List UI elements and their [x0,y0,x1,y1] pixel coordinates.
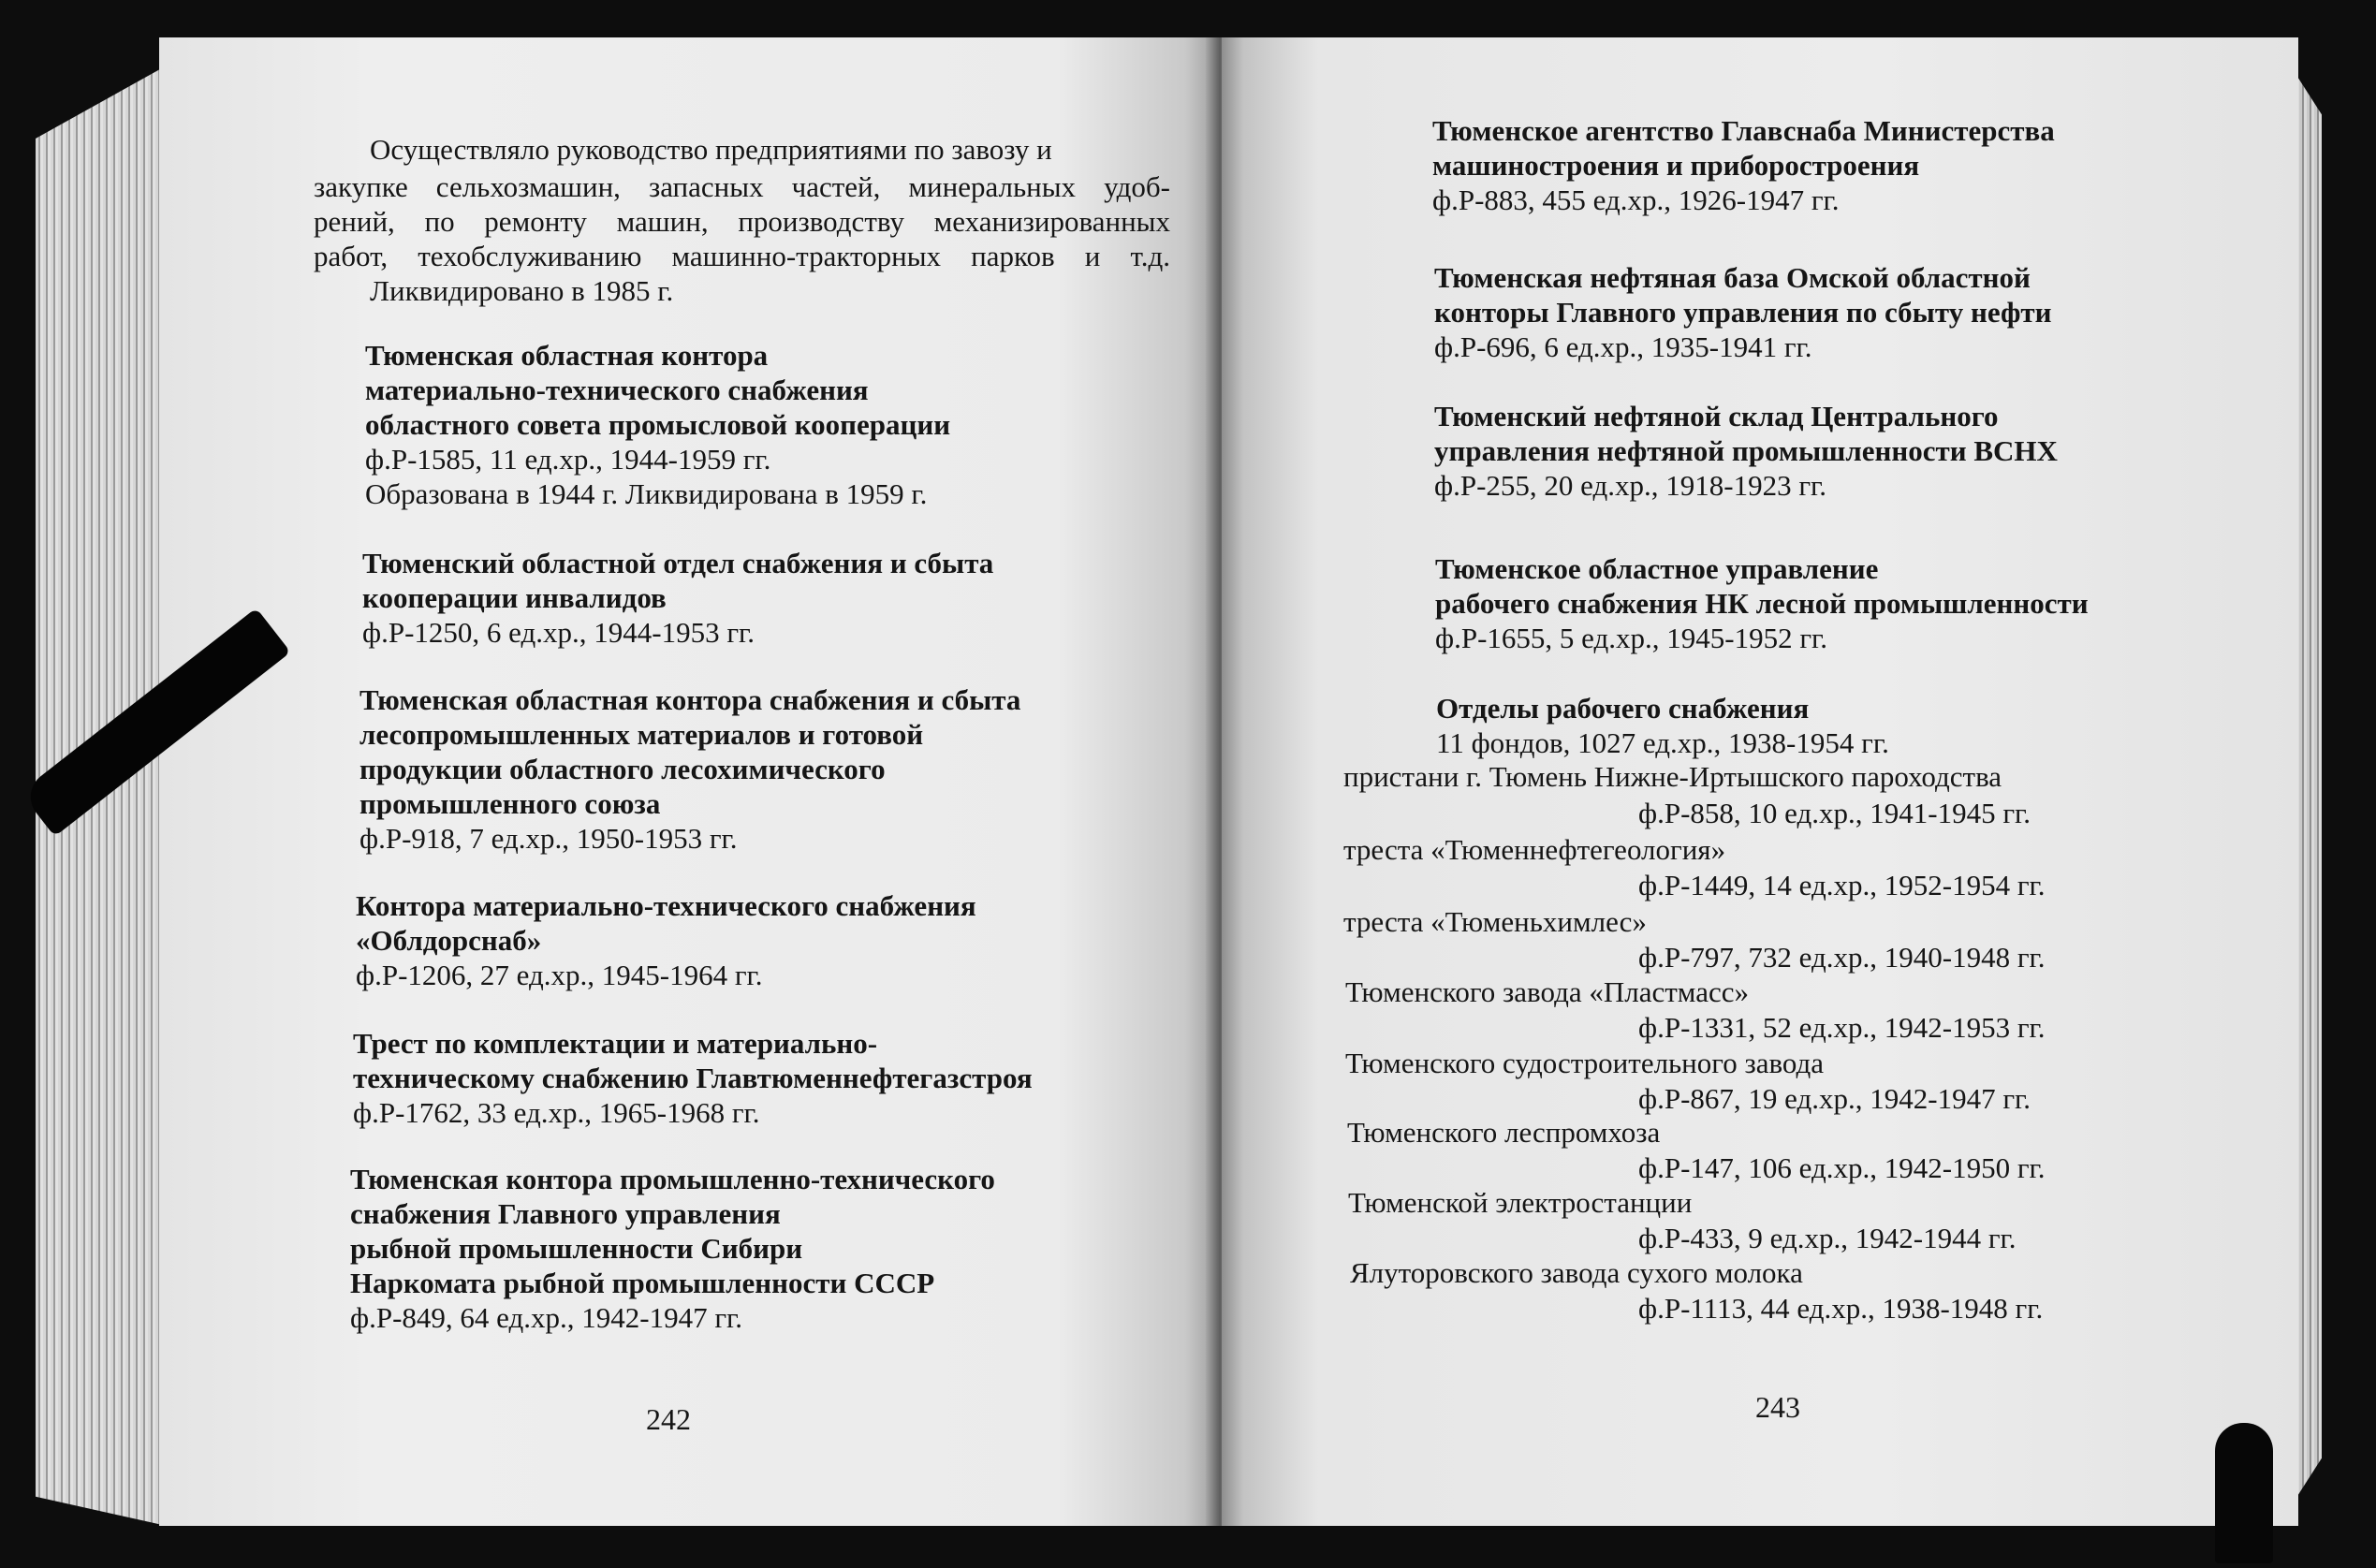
entry-title: Тюменская контора промышленно-технического [350,1163,995,1195]
entry-title: продукции областного лесохимического [359,753,886,785]
entry-title: Тюменская областная контора [365,339,769,372]
intro-line: рений, по ремонту машин, производству механизированных [314,205,1170,238]
department-name: Тюменского леспромхоза [1347,1116,1661,1149]
entry-title: лесопромышленных материалов и готовой [359,718,924,751]
intro-line: работ, техобслуживанию машинно-тракторных парков и т.д. [314,240,1170,272]
entry-title: Отделы рабочего снабжения [1436,692,1810,725]
entry-fund: ф.Р-696, 6 ед.хр., 1935-1941 гг. [1434,330,1812,363]
entry-title: материально-технического снабжения [365,374,869,406]
show-through [178,318,204,354]
department-name: пристани г. Тюмень Нижне-Иртышского пароходства [1343,760,2002,793]
entry-title: областного совета промысловой кооперации [365,408,951,441]
page-number: 243 [1755,1390,1800,1424]
department-name: Тюменского завода «Пластмасс» [1345,975,1749,1008]
entry-fund: ф.Р-1655, 5 ед.хр., 1945-1952 гг. [1435,622,1828,654]
department-name: треста «Тюменьхимлес» [1343,905,1647,938]
entry-title: Тюменская областная контора снабжения и сбыта [359,683,1021,716]
department-fund: ф.Р-147, 106 ед.хр., 1942-1950 гг. [1638,1151,2046,1184]
entry-fund: ф.Р-1762, 33 ед.хр., 1965-1968 гг. [353,1096,760,1129]
department-fund: ф.Р-797, 732 ед.хр., 1940-1948 гг. [1638,941,2046,974]
entry-title: управления нефтяной промышленности ВСНХ [1434,434,2058,467]
entry-title: снабжения Главного управления [350,1197,781,1230]
intro-line: Осуществляло руководство предприятиями по завозу и [370,133,1052,166]
entry-title: Тюменское областное управление [1435,552,1879,585]
department-name: треста «Тюменнефтегеология» [1343,833,1726,866]
entry-fund: ф.Р-1206, 27 ед.хр., 1945-1964 гг. [356,959,763,991]
entry-title: «Облдорснаб» [356,924,542,957]
entry-title: техническому снабжению Главтюменнефтегазстроя [353,1062,1033,1094]
department-name: Тюменской электростанции [1348,1186,1693,1219]
department-name: Тюменского судостроительного завода [1345,1047,1825,1079]
department-fund: ф.Р-1331, 52 ед.хр., 1942-1953 гг. [1638,1011,2046,1044]
entry-title: Тюменская нефтяная база Омской областной [1434,261,2031,294]
left-page [159,37,1217,1526]
entry-title: машиностроения и приборостроения [1432,149,1920,182]
page-marker [2215,1423,2273,1563]
intro-line: Ликвидировано в 1985 г. [370,274,674,307]
entry-fund: ф.Р-1250, 6 ед.хр., 1944-1953 гг. [362,616,755,649]
department-fund: ф.Р-1449, 14 ед.хр., 1952-1954 гг. [1638,869,2046,901]
entry-fund: ф.Р-255, 20 ед.хр., 1918-1923 гг. [1434,469,1827,502]
entry-title: рыбной промышленности Сибири [350,1232,803,1265]
department-fund: ф.Р-867, 19 ед.хр., 1942-1947 гг. [1638,1082,2031,1115]
entry-fund: ф.Р-918, 7 ед.хр., 1950-1953 гг. [359,822,738,855]
entry-note: Образована в 1944 г. Ликвидирована в 1959 г. [365,477,928,510]
entry-fund: 11 фондов, 1027 ед.хр., 1938-1954 гг. [1436,726,1889,759]
department-fund: ф.Р-858, 10 ед.хр., 1941-1945 гг. [1638,797,2031,829]
department-fund: ф.Р-433, 9 ед.хр., 1942-1944 гг. [1638,1222,2017,1254]
intro-line: закупке сельхозмашин, запасных частей, минеральных удоб- [314,170,1170,203]
entry-title: Тюменский областной отдел снабжения и сбыта [362,547,994,579]
entry-title: рабочего снабжения НК лесной промышленности [1435,587,2089,620]
entry-fund: ф.Р-1585, 11 ед.хр., 1944-1959 гг. [365,443,771,476]
entry-title: Тюменское агентство Главснаба Министерства [1432,114,2055,147]
right-page [1222,37,2298,1526]
entry-title: Трест по комплектации и материально- [353,1027,878,1060]
entry-title: промышленного союза [359,787,661,820]
entry-fund: ф.Р-849, 64 ед.хр., 1942-1947 гг. [350,1301,743,1334]
department-name: Ялуторовского завода сухого молока [1350,1256,1803,1289]
entry-title: Тюменский нефтяной склад Центрального [1434,400,1999,432]
entry-fund: ф.Р-883, 455 ед.хр., 1926-1947 гг. [1432,183,1840,216]
entry-title: Контора материально-технического снабжения [356,889,976,922]
entry-title: конторы Главного управления по сбыту нефти [1434,296,2052,329]
page-number: 242 [646,1402,691,1436]
department-fund: ф.Р-1113, 44 ед.хр., 1938-1948 гг. [1638,1292,2044,1325]
entry-title: кооперации инвалидов [362,581,667,614]
entry-title: Наркомата рыбной промышленности СССР [350,1267,935,1299]
